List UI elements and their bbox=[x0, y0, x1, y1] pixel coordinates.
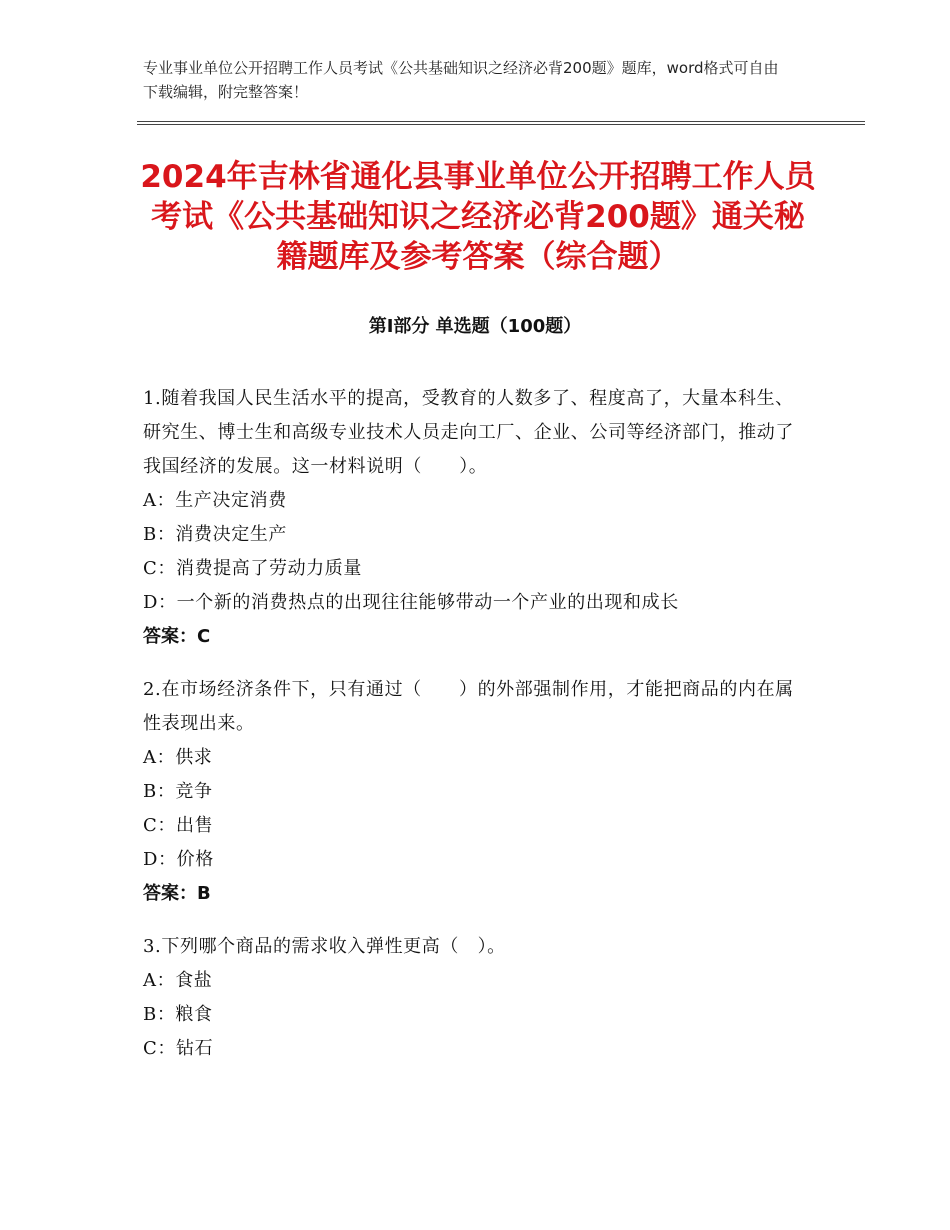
option-a: A：食盐 bbox=[143, 970, 213, 991]
question-stem: 3.下列哪个商品的需求收入弹性更高（ ）。 bbox=[143, 936, 506, 957]
answer: 答案：B bbox=[143, 883, 211, 904]
option-c: C：消费提高了劳动力质量 bbox=[143, 558, 362, 579]
answer: 答案：C bbox=[143, 626, 211, 647]
question-stem: 2.在市场经济条件下，只有通过（ ）的外部强制作用，才能把商品的内在属性表现出来。 bbox=[143, 679, 794, 734]
question-stem: 1.随着我国人民生活水平的提高，受教育的人数多了、程度高了，大量本科生、研究生、博士生和高级专业技术人员走向工厂、企业、公司等经济部门，推动了我国经济的发展。这一材料说明（ ）。 bbox=[143, 388, 794, 477]
section-heading: 第Ⅰ部分 单选题（100题） bbox=[368, 316, 582, 337]
question-3 bbox=[143, 930, 803, 1066]
question-1 bbox=[143, 382, 803, 654]
header-text: 专业事业单位公开招聘工作人员考试《公共基础知识之经济必背200题》题库，word格式可自由下载编辑，附完整答案！ bbox=[143, 59, 779, 101]
option-b: B：消费决定生产 bbox=[143, 524, 288, 545]
header-divider bbox=[137, 121, 865, 125]
question-list bbox=[143, 382, 803, 1085]
question-2 bbox=[143, 673, 803, 911]
option-c: C：钻石 bbox=[143, 1038, 214, 1059]
option-a: A：生产决定消费 bbox=[143, 490, 287, 511]
option-b: B：竞争 bbox=[143, 781, 213, 802]
option-a: A：供求 bbox=[143, 747, 213, 768]
option-d: D：一个新的消费热点的出现往往能够带动一个产业的出现和成长 bbox=[143, 592, 679, 613]
option-b: B：粮食 bbox=[143, 1004, 213, 1025]
option-d: D：价格 bbox=[143, 849, 214, 870]
option-c: C：出售 bbox=[143, 815, 214, 836]
document-title: 2024年吉林省通化县事业单位公开招聘工作人员考试《公共基础知识之经济必背200题》通关秘籍题库及参考答案（综合题） bbox=[140, 159, 816, 275]
